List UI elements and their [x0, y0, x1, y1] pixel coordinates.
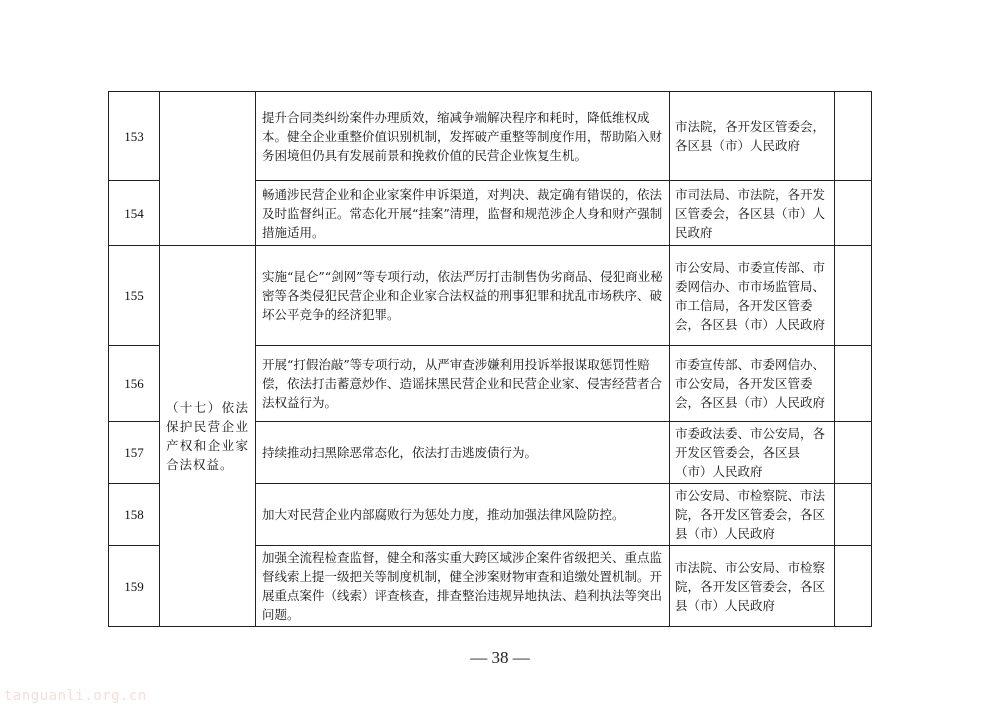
remark-cell	[835, 422, 872, 484]
page-number: — 38 —	[470, 648, 530, 667]
responsible-departments: 市司法局、市法院，各开发区管委会，各区县（市）人民政府	[670, 181, 835, 246]
remark-cell	[835, 546, 872, 627]
responsible-departments: 市法院、市公安局、市检察院，各开发区管委会，各区县（市）人民政府	[670, 546, 835, 627]
row-number: 159	[109, 546, 160, 627]
responsible-departments: 市委政法委、市公安局，各开发区管委会，各区县（市）人民政府	[670, 422, 835, 484]
remark-cell	[835, 346, 872, 422]
row-number: 157	[109, 422, 160, 484]
remark-cell	[835, 181, 872, 246]
task-description: 加强全流程检查监督，健全和落实重大跨区域涉企案件省级把关、重点监督线索上提一级把关等制度机制，健全涉案财物审查和追缴处置机制。开展重点案件（线索）评查核查，排查整治违规异地执法、趋利执法等突出问题。	[256, 546, 670, 627]
task-description: 提升合同类纠纷案件办理质效，缩减争端解决程序和耗时，降低维权成本。健全企业重整价值识别机制，发挥破产重整等制度作用，帮助陷入财务困境但仍具有发展前景和挽救价值的民营企业恢复生机。	[256, 92, 670, 181]
row-number: 156	[109, 346, 160, 422]
table-row	[109, 92, 872, 181]
row-number: 155	[109, 246, 160, 346]
category-cell-empty	[160, 181, 256, 246]
row-number: 158	[109, 484, 160, 546]
watermark-text: tanguanli.org.cn	[4, 688, 147, 704]
task-description: 持续推动扫黑除恶常态化，依法打击逃废债行为。	[256, 422, 670, 484]
responsible-departments: 市公安局、市检察院、市法院，各开发区管委会，各区县（市）人民政府	[670, 484, 835, 546]
row-number: 153	[109, 92, 160, 181]
category-cell-empty	[160, 92, 256, 181]
responsible-departments: 市公安局、市委宣传部、市委网信办、市市场监管局、市工信局，各开发区管委会，各区县（市）人民政府	[670, 246, 835, 346]
task-description: 实施“昆仑”“剑网”等专项行动，依法严厉打击制售伪劣商品、侵犯商业秘密等各类侵犯民营企业和企业家合法权益的刑事犯罪和扰乱市场秩序、破坏公平竞争的经济犯罪。	[256, 246, 670, 346]
task-description: 加大对民营企业内部腐败行为惩处力度，推动加强法律风险防控。	[256, 484, 670, 546]
table-row	[109, 181, 872, 246]
remark-cell	[835, 246, 872, 346]
category-label: （十七）依法保护民营企业产权和企业家合法权益。	[160, 246, 256, 627]
policy-task-table	[108, 91, 872, 627]
task-description: 开展“打假治敲”等专项行动，从严审查涉嫌利用投诉举报谋取惩罚性赔偿，依法打击蓄意炒作、造谣抹黑民营企业和民营企业家、侵害经营者合法权益行为。	[256, 346, 670, 422]
responsible-departments: 市法院，各开发区管委会，各区县（市）人民政府	[670, 92, 835, 181]
task-description: 畅通涉民营企业和企业家案件申诉渠道，对判决、裁定确有错误的，依法及时监督纠正。常态化开展“挂案”清理，监督和规范涉企人身和财产强制措施适用。	[256, 181, 670, 246]
remark-cell	[835, 484, 872, 546]
remark-cell	[835, 92, 872, 181]
responsible-departments: 市委宣传部、市委网信办、市公安局，各开发区管委会，各区县（市）人民政府	[670, 346, 835, 422]
row-number: 154	[109, 181, 160, 246]
table-row	[109, 246, 872, 346]
